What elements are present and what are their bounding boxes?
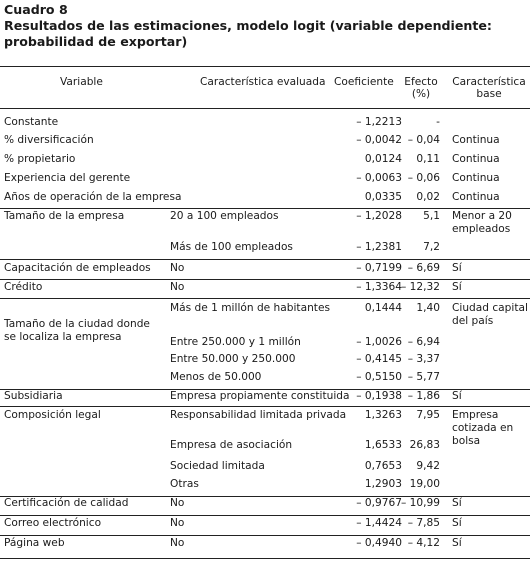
row-efecto: - [436, 116, 440, 128]
row-separator [0, 496, 530, 497]
row-base: Menor a 20 empleados [452, 210, 512, 235]
top-rule [0, 66, 530, 67]
row-efecto: 9,42 [416, 460, 440, 472]
row-coeficiente: – 0,5150 [356, 371, 402, 383]
row-base: Sí [452, 517, 462, 529]
row-caracteristica: Más de 1 millón de habitantes [170, 302, 330, 314]
row-efecto: – 10,99 [401, 497, 440, 509]
row-coeficiente: – 0,4940 [356, 537, 402, 549]
row-base: Continua [452, 191, 500, 203]
row-variable: Años de operación de la empresa [4, 191, 182, 203]
row-base: Empresa cotizada en bolsa [452, 409, 514, 447]
row-variable: Tamaño de la ciudad donde se localiza la empresa [4, 318, 150, 343]
row-efecto: 19,00 [409, 478, 440, 490]
header-efecto-unit: (%) [411, 88, 431, 100]
row-variable: Constante [4, 116, 59, 128]
row-base: Sí [452, 262, 462, 274]
row-caracteristica: No [170, 262, 185, 274]
row-coeficiente: – 1,0026 [356, 336, 402, 348]
row-coeficiente: – 0,1938 [356, 390, 402, 402]
row-variable: Subsidiaria [4, 390, 63, 402]
row-coeficiente: – 1,2028 [356, 210, 402, 222]
row-caracteristica: Entre 250.000 y 1 millón [170, 336, 301, 348]
row-caracteristica: No [170, 281, 185, 293]
row-coeficiente: – 1,2381 [356, 241, 402, 253]
row-base: Continua [452, 172, 500, 184]
table-title [4, 2, 526, 50]
row-base: Sí [452, 390, 462, 402]
row-caracteristica: Empresa de asociación [170, 439, 293, 451]
row-base: Continua [452, 134, 500, 146]
row-caracteristica: Más de 100 empleados [170, 241, 293, 253]
row-efecto: – 7,85 [407, 517, 440, 529]
row-efecto: 5,1 [423, 210, 440, 222]
row-efecto: – 6,69 [407, 262, 440, 274]
row-coeficiente: 0,0335 [364, 191, 402, 203]
row-variable: % propietario [4, 153, 76, 165]
row-coeficiente: 1,3263 [364, 409, 402, 421]
row-separator [0, 208, 530, 209]
row-coeficiente: – 0,9767 [356, 497, 402, 509]
row-variable: Capacitación de empleados [4, 262, 151, 274]
row-separator [0, 298, 530, 299]
row-variable: Tamaño de la empresa [4, 210, 125, 222]
row-efecto: – 6,94 [407, 336, 440, 348]
row-efecto: 7,2 [423, 241, 440, 253]
row-variable: Experiencia del gerente [4, 172, 131, 184]
row-efecto: 0,11 [416, 153, 440, 165]
row-base: Ciudad capital del país [452, 302, 528, 327]
row-coeficiente: 1,6533 [364, 439, 402, 451]
header-variable: Variable [60, 76, 103, 88]
table-caption: Resultados de las estimaciones, modelo logit (variable dependiente: probabilidad de exportar) [4, 18, 492, 49]
row-variable: Correo electrónico [4, 517, 102, 529]
row-separator [0, 389, 530, 390]
row-efecto: – 4,12 [407, 537, 440, 549]
row-coeficiente: – 1,2213 [356, 116, 402, 128]
row-variable: % diversificación [4, 134, 94, 146]
row-caracteristica: No [170, 517, 185, 529]
row-efecto: 7,95 [416, 409, 440, 421]
row-variable: Crédito [4, 281, 43, 293]
table-number: Cuadro 8 [4, 2, 68, 17]
row-caracteristica: 20 a 100 empleados [170, 210, 279, 222]
row-coeficiente: – 0,4145 [356, 353, 402, 365]
row-caracteristica: Otras [170, 478, 199, 490]
row-coeficiente: – 1,4424 [356, 517, 402, 529]
row-efecto: – 0,04 [407, 134, 440, 146]
row-efecto: – 1,86 [407, 390, 440, 402]
row-separator [0, 259, 530, 260]
row-base: Sí [452, 497, 462, 509]
header-coeficiente: Coeficiente [334, 76, 394, 88]
row-efecto: 1,40 [416, 302, 440, 314]
row-coeficiente: – 0,7199 [356, 262, 402, 274]
row-efecto: – 3,37 [407, 353, 440, 365]
row-efecto: – 0,06 [407, 172, 440, 184]
row-caracteristica: Menos de 50.000 [170, 371, 262, 383]
row-caracteristica: Entre 50.000 y 250.000 [170, 353, 296, 365]
row-separator [0, 515, 530, 516]
row-caracteristica: Empresa propiamente constituida [170, 390, 350, 402]
row-efecto: 26,83 [409, 439, 440, 451]
row-coeficiente: – 0,0063 [356, 172, 402, 184]
bottom-rule [0, 558, 530, 559]
row-efecto: – 5,77 [407, 371, 440, 383]
row-caracteristica: No [170, 497, 185, 509]
header-efecto [398, 76, 444, 100]
row-variable: Composición legal [4, 409, 101, 421]
row-separator [0, 535, 530, 536]
row-efecto: 0,02 [416, 191, 440, 203]
row-base: Sí [452, 281, 462, 293]
row-base: Sí [452, 537, 462, 549]
row-coeficiente: 0,0124 [364, 153, 402, 165]
row-coeficiente: 0,7653 [364, 460, 402, 472]
header-efecto-label: Efecto [404, 76, 438, 88]
row-efecto: – 12,32 [401, 281, 440, 293]
row-variable: Certificación de calidad [4, 497, 129, 509]
row-coeficiente: – 0,0042 [356, 134, 402, 146]
row-coeficiente: – 1,3364 [356, 281, 402, 293]
row-base: Continua [452, 153, 500, 165]
row-caracteristica: Responsabilidad limitada privada [170, 409, 347, 421]
header-base: Característica base [452, 76, 526, 100]
row-separator [0, 279, 530, 280]
header-rule [0, 108, 530, 109]
header-caracteristica: Característica evaluada [200, 76, 326, 88]
row-coeficiente: 1,2903 [364, 478, 402, 490]
row-coeficiente: 0,1444 [364, 302, 402, 314]
row-separator [0, 406, 530, 407]
row-caracteristica: Sociedad limitada [170, 460, 265, 472]
row-caracteristica: No [170, 537, 185, 549]
row-variable: Página web [4, 537, 65, 549]
